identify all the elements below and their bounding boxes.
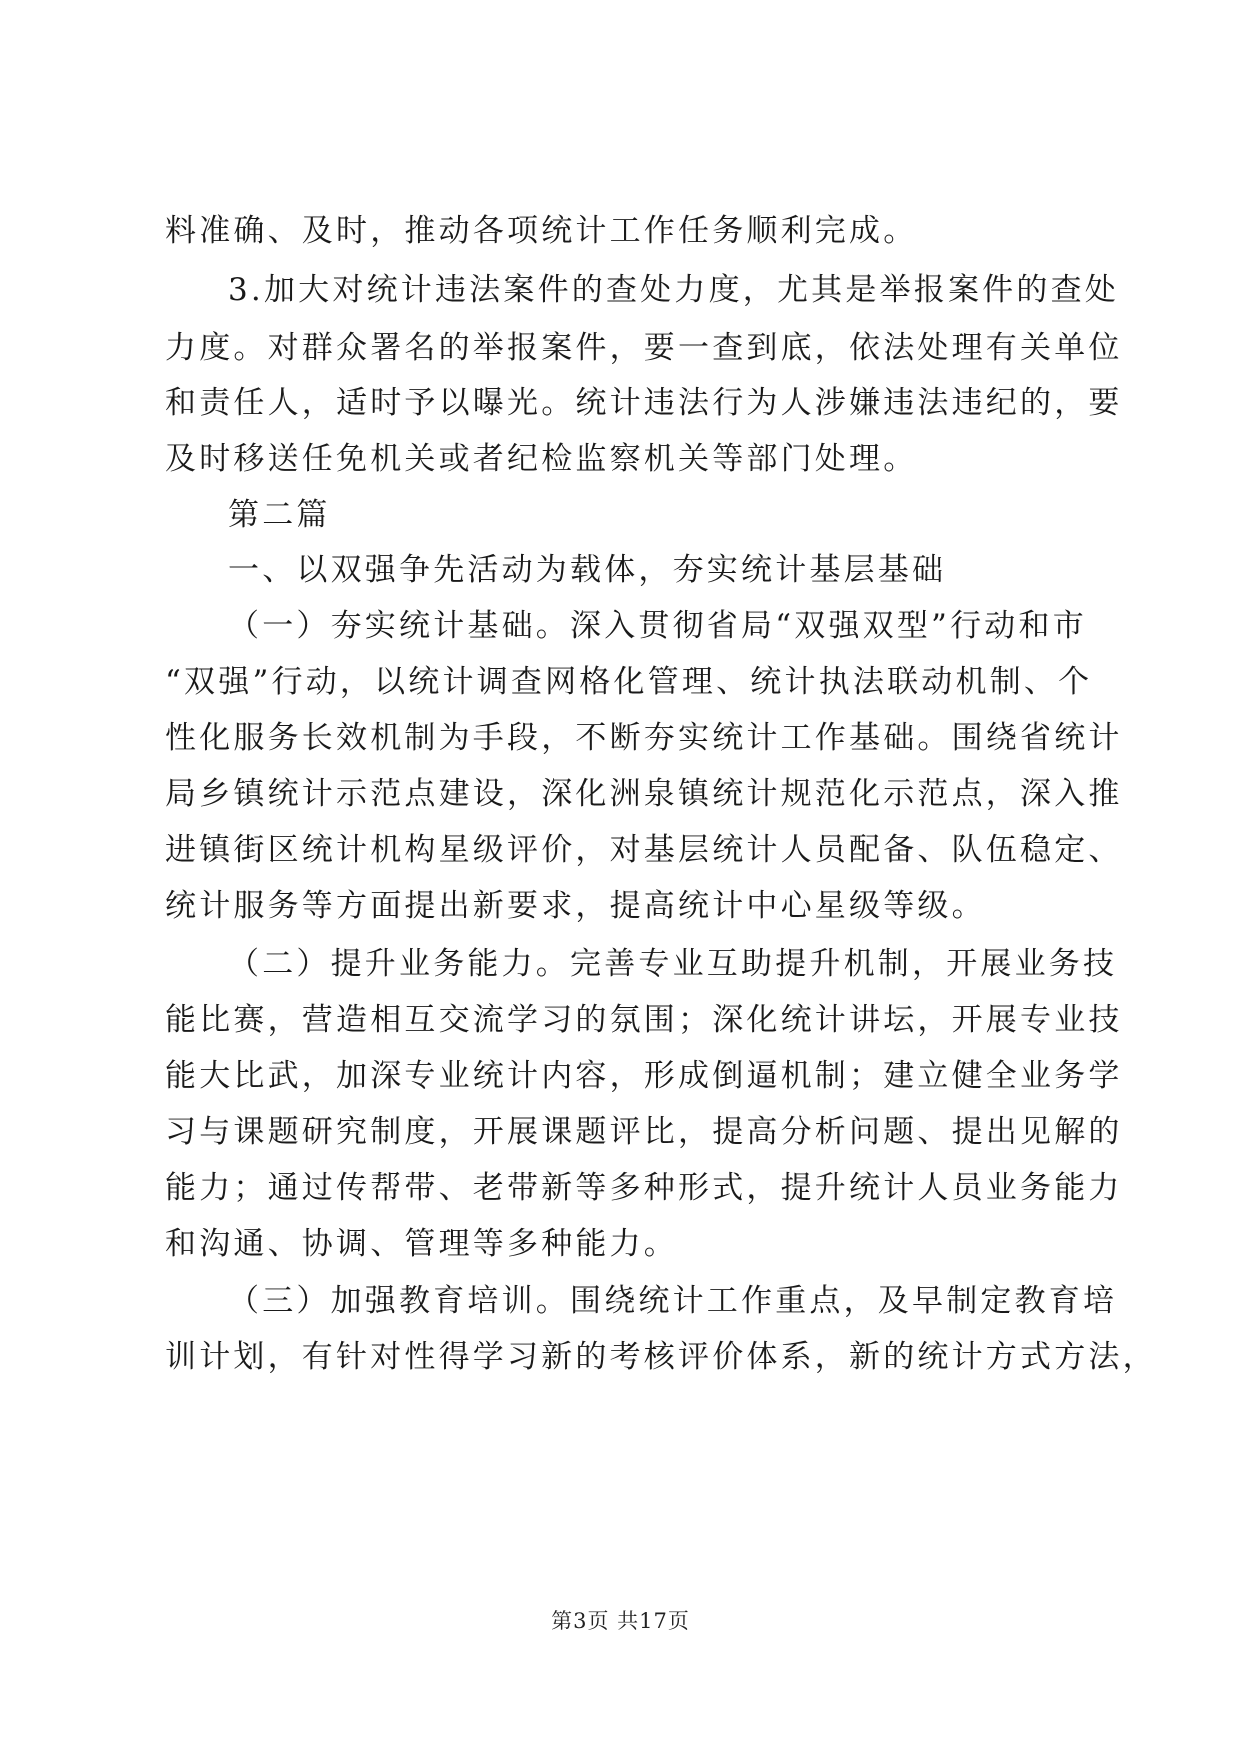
body-line: 及时移送任免机关或者纪检监察机关等部门处理。 xyxy=(165,441,918,477)
body-line: （一）夯实统计基础。深入贯彻省局“双强双型”行动和市 xyxy=(228,608,1087,644)
section-heading: 第二篇 xyxy=(228,497,331,533)
body-line: 统计服务等方面提出新要求，提高统计中心星级等级。 xyxy=(165,888,986,924)
body-line: 性化服务长效机制为手段，不断夯实统计工作基础。围绕省统计 xyxy=(165,720,1123,756)
page-number-footer: 第3页 共17页 xyxy=(551,1609,690,1633)
body-line: 进镇街区统计机构星级评价，对基层统计人员配备、队伍稳定、 xyxy=(165,832,1123,868)
body-line: 局乡镇统计示范点建设，深化洲泉镇统计规范化示范点，深入推 xyxy=(165,776,1123,812)
body-line: 训计划，有针对性得学习新的考核评价体系，新的统计方式方法， xyxy=(165,1339,1157,1375)
body-line: 力度。对群众署名的举报案件，要一查到底，依法处理有关单位 xyxy=(165,330,1123,366)
body-line: 能大比武，加深专业统计内容，形成倒逼机制；建立健全业务学 xyxy=(165,1058,1123,1094)
body-line: 能比赛，营造相互交流学习的氛围；深化统计讲坛，开展专业技 xyxy=(165,1002,1123,1038)
body-line: 料准确、及时，推动各项统计工作任务顺利完成。 xyxy=(165,213,918,249)
body-line: “双强”行动，以统计调查网格化管理、统计执法联动机制、个 xyxy=(165,664,1093,700)
body-line: 和沟通、协调、管理等多种能力。 xyxy=(165,1226,678,1262)
body-line: 能力；通过传帮带、老带新等多种形式，提升统计人员业务能力 xyxy=(165,1170,1123,1206)
body-line: 习与课题研究制度，开展课题评比，提高分析问题、提出见解的 xyxy=(165,1114,1123,1150)
subsection-heading: 一、以双强争先活动为载体，夯实统计基层基础 xyxy=(228,552,947,588)
body-line: （二）提升业务能力。完善专业互助提升机制，开展业务技 xyxy=(228,946,1118,982)
body-line: 和责任人，适时予以曝光。统计违法行为人涉嫌违法违纪的，要 xyxy=(165,385,1123,421)
body-line: （三）加强教育培训。围绕统计工作重点，及早制定教育培 xyxy=(228,1283,1118,1319)
body-line: 3.加大对统计违法案件的查处力度，尤其是举报案件的查处 xyxy=(228,272,1119,308)
